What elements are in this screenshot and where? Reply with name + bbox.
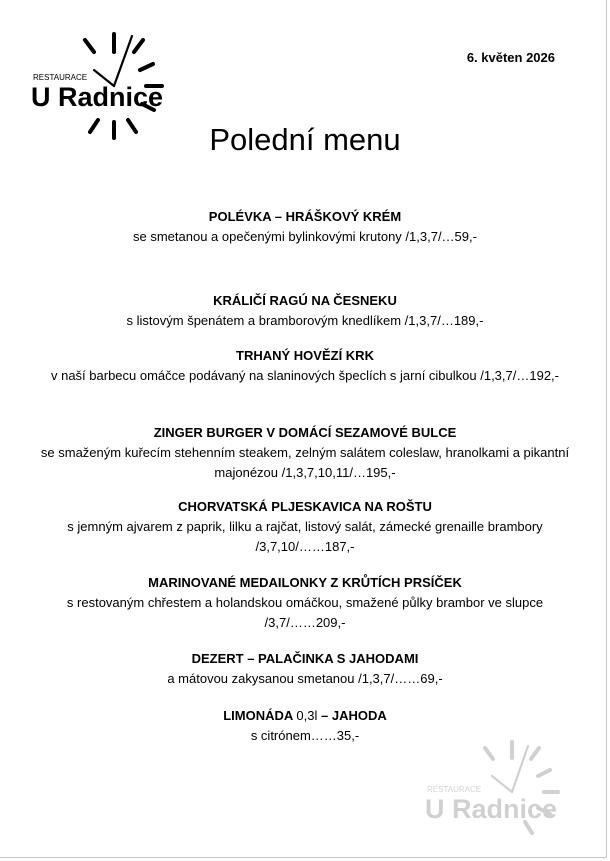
menu-item-name: KRÁLIČÍ RAGÚ NA ČESNEKU — [213, 293, 397, 308]
menu-item-flavor: – JAHODA — [321, 708, 387, 723]
menu-item-name: CHORVATSKÁ PLJESKAVICA NA ROŠTU — [178, 499, 432, 514]
menu-item-name — [40, 706, 570, 726]
menu-item-desc: s listovým špenátem a bramborovým knedlíkem /1,3,7/…189,- — [126, 313, 484, 328]
menu-item-desc: s restovaným chřestem a holandskou omáčkou, smažené půlky brambor ve slupce /3,7/……209,- — [66, 595, 544, 630]
menu-item-volume: 0,3l — [296, 708, 318, 723]
menu-item — [40, 423, 570, 483]
menu-item-name: DEZERT – PALAČINKA S JAHODAMI — [191, 651, 419, 666]
menu-item — [40, 207, 570, 247]
menu-item-name: TRHANÝ HOVĚZÍ KRK — [236, 348, 374, 363]
logo-main-text: U Radnice — [31, 82, 164, 112]
menu-item — [40, 573, 570, 633]
menu-item-desc: s jemným ajvarem z paprik, lilku a rajčat, listový salát, zámecké grenaille brambory /3,7,10/……187,- — [67, 519, 543, 554]
menu-item-desc: a mátovou zakysanou smetanou /1,3,7/……69,- — [167, 671, 443, 686]
menu-item-desc: se smaženým kuřecím stehenním steakem, zelným salátem coleslaw, hranolkami a pikantní majonézou /1,3,7,10,11/…195,- — [40, 445, 570, 480]
menu-item — [40, 291, 570, 331]
menu-item-desc: v naší barbecu omáčce podávaný na slaninových špeclích s jarní cibulkou /1,3,7/…192,- — [50, 368, 559, 383]
menu-item-desc: se smetanou a opečenými bylinkovými krutony /1,3,7/…59,- — [133, 229, 477, 244]
menu-item-desc: s citrónem……35,- — [250, 728, 360, 743]
logo-top-text: RESTAURACE — [427, 785, 482, 794]
restaurant-logo-watermark — [422, 738, 562, 838]
menu-item-name-main: LIMONÁDA — [223, 708, 293, 723]
logo-top-text: RESTAURACE — [33, 73, 88, 82]
page-title: Polední menu — [209, 122, 401, 157]
menu-item — [40, 497, 570, 557]
menu-item — [40, 346, 570, 386]
menu-item-name: MARINOVANÉ MEDAILONKY Z KRŮTÍCH PRSÍČEK — [148, 575, 462, 590]
logo-main-text: U Radnice — [425, 794, 558, 824]
menu-item-name: POLÉVKA – HRÁŠKOVÝ KRÉM — [208, 209, 402, 224]
menu-date: 6. květen 2026 — [466, 50, 555, 65]
menu-item-name: ZINGER BURGER V DOMÁCÍ SEZAMOVÉ BULCE — [153, 425, 457, 440]
menu-item — [40, 649, 570, 689]
